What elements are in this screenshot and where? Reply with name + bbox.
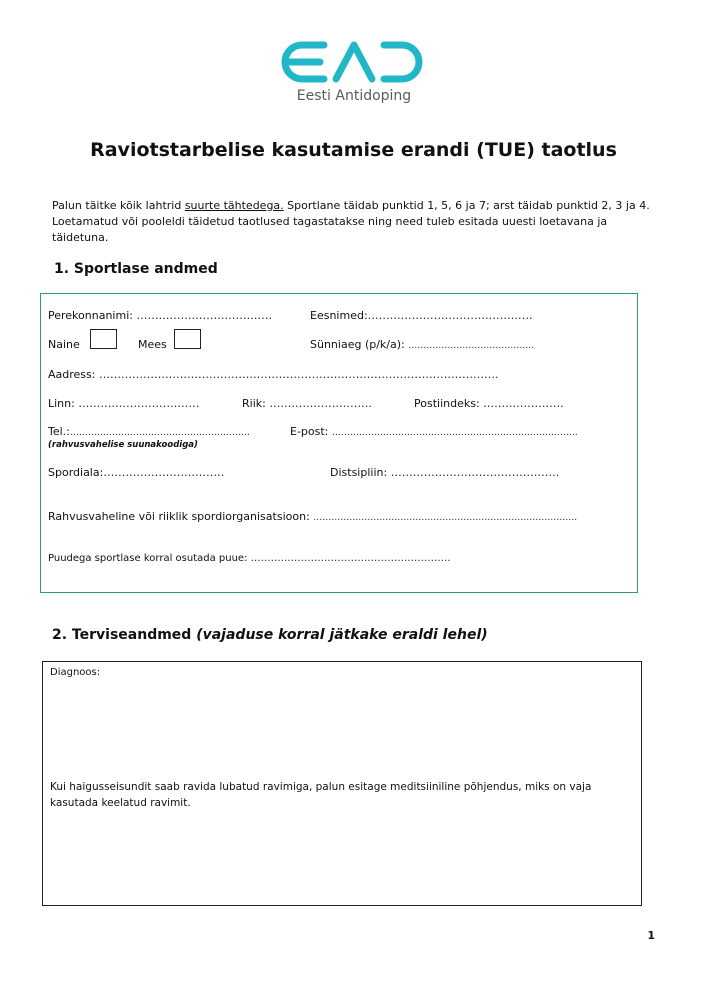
postcode-row (414, 397, 564, 410)
ead-logo-mark (280, 38, 428, 86)
female-label: Naine (48, 338, 80, 351)
email-row (290, 425, 578, 438)
org-field[interactable]: ……………………………………………………………………………. (313, 513, 578, 523)
city-label: Linn: (48, 397, 75, 410)
diagnosis-label: Diagnoos: (50, 667, 101, 678)
country-row (242, 397, 372, 410)
disability-row (48, 553, 451, 564)
discipline-row (330, 466, 559, 479)
male-checkbox[interactable] (174, 329, 201, 349)
logo-text: Eesti Antidoping (296, 88, 412, 104)
intro-text-2: Sportlane täidab punktid 1, 5, 6 ja 7; arst täidab punktid 2, 3 ja 4. Loetamatud või pooleldi täidetud taotlused tagastatakse ning need tuleb esitada uuesti loetavana ja täidetuna. (52, 199, 650, 244)
disability-label: Puudega sportlase korral osutada puue: (48, 553, 248, 564)
page-number: 1 (647, 929, 655, 942)
disability-field[interactable]: …………………………………………………… (250, 553, 451, 564)
section2-heading-note: (vajaduse korral jätkake eraldi lehel) (196, 627, 488, 643)
sport-label: Spordiala: (48, 466, 104, 479)
city-field[interactable]: …………………………… (78, 397, 200, 410)
dob-label: Sünniaeg (p/k/a): (310, 338, 405, 351)
org-row (48, 510, 577, 523)
city-row (48, 397, 199, 410)
address-field[interactable]: ………………………………………………………………………………………………. (98, 368, 499, 381)
country-label: Riik: (242, 397, 266, 410)
dob-field[interactable]: …………………………………… (408, 341, 535, 351)
tel-label: Tel.: (48, 425, 70, 438)
email-field[interactable]: ………………………………………………………………………. (331, 428, 578, 438)
tel-field[interactable]: …………………………………………………… (69, 428, 250, 438)
justification-text: Kui haigusseisundit saab ravida lubatud ravimiga, palun esitage meditsiiniline põhjendus, miks on vaja kasutada keelatud ravimit. (50, 781, 592, 809)
female-checkbox[interactable] (90, 329, 117, 349)
org-label: Rahvusvaheline või riiklik spordiorganisatsioon: (48, 510, 310, 523)
sport-field[interactable]: …………………………… (103, 466, 225, 479)
address-row (48, 368, 498, 381)
firstname-row (310, 309, 533, 322)
tel-note: (rahvusvahelise suunakoodiga) (48, 440, 198, 450)
country-field[interactable]: ………………………. (269, 397, 372, 410)
surname-row (48, 309, 272, 322)
intro-paragraph (52, 198, 664, 246)
discipline-label: Distsipliin: (330, 466, 388, 479)
dob-row (310, 338, 534, 351)
intro-underlined: suurte tähtedega. (184, 199, 284, 212)
firstname-label: Eesnimed: (310, 309, 368, 322)
section1-heading: 1. Sportlase andmed (54, 261, 218, 277)
address-label: Aadress: (48, 368, 96, 381)
sport-row (48, 466, 224, 479)
tel-row (48, 425, 250, 438)
male-label: Mees (138, 338, 167, 351)
surname-label: Perekonnanimi: (48, 309, 133, 322)
document-title: Raviotstarbelise kasutamise erandi (TUE) taotlus (90, 139, 617, 161)
email-label: E-post: (290, 425, 329, 438)
surname-field[interactable]: ………………………………. (136, 309, 272, 322)
intro-text-1: Palun täitke kõik lahtrid (52, 199, 185, 212)
postcode-label: Postiindeks: (414, 397, 480, 410)
postcode-field[interactable]: …………………. (483, 397, 564, 410)
firstname-field[interactable]: ……………………………………… (367, 309, 533, 322)
section2-heading (52, 627, 488, 643)
discipline-field[interactable]: ………………………………………. (390, 466, 560, 479)
section2-heading-main: 2. Terviseandmed (52, 627, 197, 643)
